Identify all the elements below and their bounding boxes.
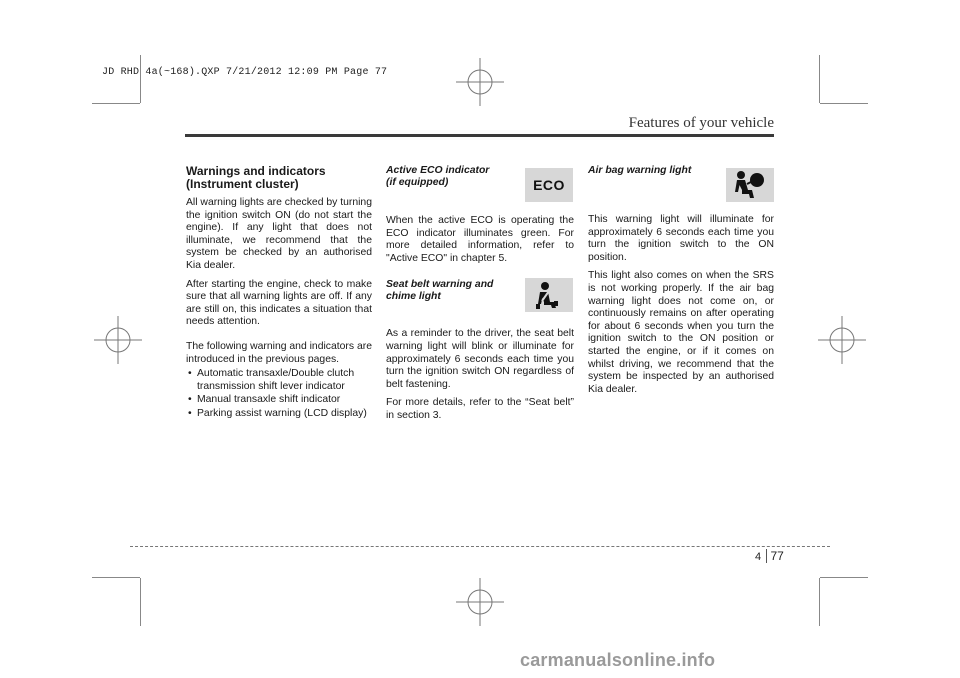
warnings-para3: The following warning and indicators are introduced in the previous pages. (186, 340, 372, 365)
airbag-heading: Air bag warning light (588, 165, 692, 176)
air-bag-warning-icon (726, 168, 774, 202)
seatbelt-para2: For more details, refer to the “Seat belt” in section 3. (386, 397, 574, 421)
eco-para: When the active ECO is operating the ECO indicator illuminates green. For more detailed information, refer to "Active ECO" in chapter 5. (386, 215, 574, 264)
eco-heading-line2: (if equipped) (386, 177, 449, 188)
seatbelt-heading-line2: chime light (386, 291, 441, 303)
seatbelt-heading-line1: Seat belt warning and (386, 279, 494, 291)
list-item: • Automatic transaxle/Double clutch transmission shift lever indicator (186, 368, 372, 393)
crop-mark (819, 55, 820, 103)
indicator-list (186, 368, 372, 420)
eco-icon-label: ECO (533, 177, 565, 193)
airbag-para2: This light also comes on when the SRS is not working properly. If the air bag warning light does not come on, or continuously remains on after operating for about 6 seconds when you turn the ignition switch to the ON position or started the engine, or if it comes on whilst driving, we recommend that the system be inspected by an authorised Kia dealer. (588, 270, 774, 395)
seatbelt-para1: As a reminder to the driver, the seat belt warning light will blink or illuminate for approximately 6 seconds each time you turn the ignition switch ON regardless of belt fastening. (386, 328, 574, 390)
chapter-number: 4 (755, 551, 762, 563)
list-item: • Manual transaxle shift indicator (186, 394, 372, 407)
page-number (755, 549, 784, 563)
section-title: Features of your vehicle (628, 115, 774, 131)
crop-mark (140, 55, 141, 103)
registration-mark-top (456, 58, 504, 106)
warnings-heading (186, 165, 372, 191)
crop-mark (92, 103, 140, 104)
crop-mark (140, 578, 141, 626)
crop-mark (819, 578, 820, 626)
warnings-para2: After starting the engine, check to make sure that all warning lights are off. If any are still on, this indicates a situation that needs attention. (186, 278, 372, 328)
warnings-para1: All warning lights are checked by turning the ignition switch ON (do not start the engine). If any light that does not illuminate, we recommend that the system be checked by an authorised Kia dealer. (186, 197, 372, 271)
warnings-heading-line2: (Instrument cluster) (186, 177, 299, 191)
airbag-para1: This warning light will illuminate for approximately 6 seconds each time you turn the ignition switch to the ON position. (588, 214, 774, 263)
header-rule (185, 134, 774, 137)
seat-belt-icon-graphic (532, 280, 566, 310)
registration-mark-right (818, 316, 866, 364)
registration-mark-left (94, 316, 142, 364)
column-warnings (186, 165, 372, 422)
watermark: carmanualsonline.info (520, 650, 716, 670)
eco-indicator-icon (525, 168, 573, 202)
crop-mark (92, 577, 140, 578)
seat-belt-warning-icon (525, 278, 573, 312)
page-number-separator (766, 549, 767, 563)
registration-mark-bottom (456, 578, 504, 626)
eco-heading-line1: Active ECO indicator (386, 165, 490, 176)
footer-dotted-rule (130, 546, 830, 547)
crop-mark (820, 103, 868, 104)
page-number-value: 77 (770, 549, 784, 563)
print-slug: JD RHD 4a(~168).QXP 7/21/2012 12:09 PM Page 77 (102, 67, 388, 78)
air-bag-icon-graphic (732, 170, 768, 200)
list-item: • Parking assist warning (LCD display) (186, 408, 372, 421)
warnings-heading-line1: Warnings and indicators (186, 164, 326, 178)
crop-mark (820, 577, 868, 578)
